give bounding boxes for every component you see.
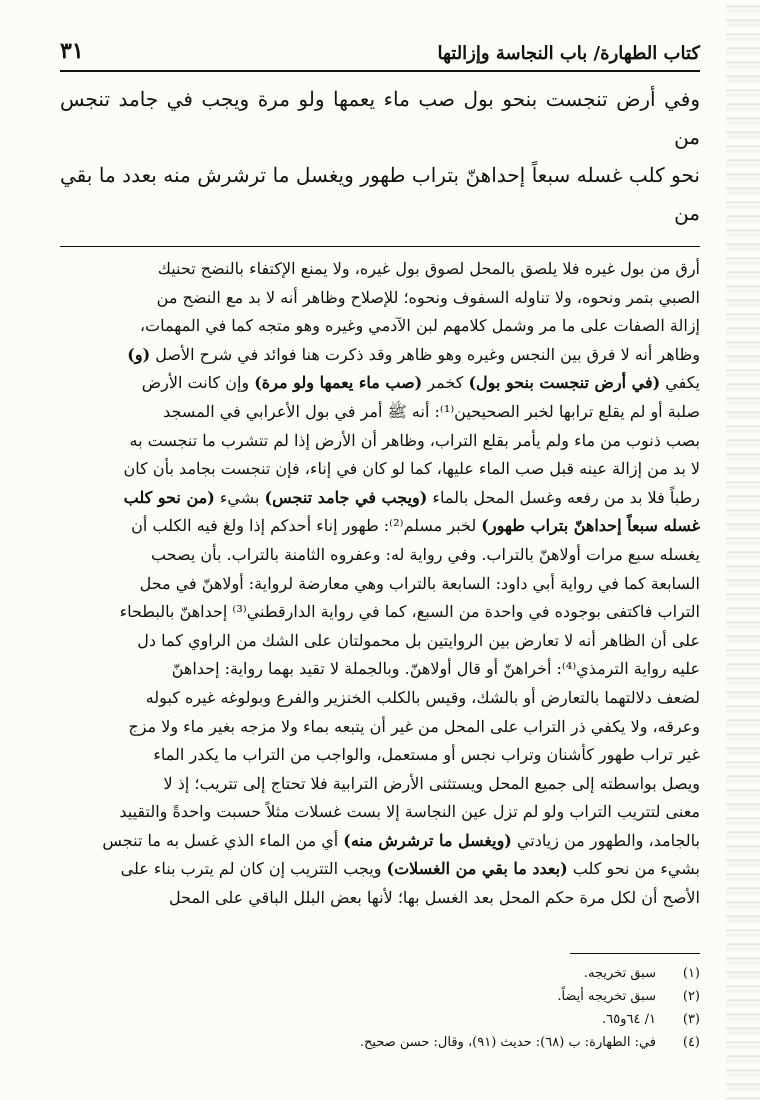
commentary-line bbox=[60, 884, 700, 913]
commentary-segment: وظاهر أنه لا فرق بين النجس وغيره وهو ظاهر وقد ذكرت هنا فوائد في شرح الأصل bbox=[150, 344, 700, 364]
commentary-segment: يكفي bbox=[660, 373, 700, 393]
commentary-line bbox=[60, 570, 700, 599]
matn-quote: (صب ماء يعمها ولو مرة) bbox=[254, 373, 423, 393]
commentary-line bbox=[60, 713, 700, 742]
footnote-text: في: الطهارة: ب (٦٨): حديث (٩١)، وقال: حسن صحيح. bbox=[359, 1034, 656, 1050]
commentary-segment: كخمر bbox=[422, 373, 469, 393]
page-number: ٣١ bbox=[60, 38, 84, 64]
commentary-line bbox=[60, 741, 700, 770]
commentary-line bbox=[60, 541, 700, 570]
commentary-line bbox=[60, 369, 700, 398]
commentary-segment: إزالة الصفات على ما مر وشمل كلامهم لبن الآدمي وغيره وهو متجه كما في المهمات، bbox=[139, 316, 700, 336]
commentary-segment: لخبر مسلم⁽²⁾: طهور إناء أحدكم إذا ولغ فيه الكلب أن bbox=[131, 516, 482, 536]
matn-quote: (من نحو كلب bbox=[123, 487, 215, 507]
chapter-title: كتاب الطهارة/ باب النجاسة وإزالتها bbox=[437, 43, 700, 64]
commentary-segment: ويصل بواسطته إلى جميع المحل ويستثنى الأرض الترابية فلا تحتاج إلى تتريب؛ إذ لا bbox=[163, 773, 700, 793]
footnote bbox=[60, 1008, 700, 1031]
commentary-line bbox=[60, 284, 700, 313]
commentary-segment: صلبة أو لم يقلع ترابها لخبر الصحيحين⁽¹⁾: أنه ﷺ أمر في بول الأعرابي في المسجد bbox=[163, 401, 700, 421]
commentary-segment: يغسله سبع مرات أولاهنّ بالتراب. وفي رواية له: وعفروه الثامنة بالتراب. بأن يصحب bbox=[150, 544, 700, 564]
matn-quote: (و) bbox=[127, 344, 151, 364]
footnote-text: ١/ ٦٤و٦٥. bbox=[602, 1011, 656, 1027]
commentary-segment: السابعة كما في رواية أبي داود: السابعة بالتراب وهي معارضة لرواية: أولاهنّ في محل bbox=[139, 573, 700, 593]
footnote-rule bbox=[570, 953, 700, 954]
commentary-segment: لضعف دلالتهما بالتعارض أو بالشك، وقيس بالكلب الخنزير والفرع وبولوغه غيره كبوله bbox=[145, 687, 700, 707]
footnote-number: (٣) bbox=[682, 1011, 700, 1027]
main-text-line: وفي أرض تنجست بنحو بول صب ماء يعمها ولو مرة ويجب في جامد تنجس من bbox=[60, 87, 701, 149]
commentary-segment: بصب ذنوب من ماء ولم يأمر بقلع التراب، وظاهر أن الأرض إذا لم تتشرب ما تنجست به bbox=[129, 430, 700, 450]
commentary-line bbox=[60, 855, 700, 884]
commentary-segment: أرق من بول غيره فلا يلصق بالمحل لصوق بول غيره، ولا يمنع الإكتفاء بالنضح تحنيك bbox=[157, 259, 700, 278]
main-text-line: نحو كلب غسله سبعاً إحداهنّ بتراب طهور ويغسل ما ترشرش منه بعدد ما بقي من bbox=[60, 163, 700, 225]
commentary-line bbox=[60, 655, 700, 684]
commentary-segment: وإن كانت الأرض bbox=[141, 373, 255, 393]
commentary-segment: التراب فاكتفى بوجوده في واحدة من السبع، كما في رواية الدارقطني⁽³⁾ إحداهنّ بالبطحاء bbox=[119, 602, 700, 622]
matn-quote: (بعدد ما بقي من الغسلات) bbox=[386, 859, 568, 879]
commentary-line bbox=[60, 512, 700, 541]
commentary-text bbox=[60, 255, 700, 913]
commentary-line bbox=[60, 398, 700, 427]
footnote bbox=[60, 1031, 700, 1054]
main-text bbox=[60, 80, 700, 232]
footnote-number: (١) bbox=[682, 965, 700, 981]
commentary-line bbox=[60, 798, 700, 827]
commentary-segment: على أن الظاهر أنه لا تعارض بين الروايتين بل محمولتان على الشك من الراوي كما دل bbox=[137, 630, 700, 650]
commentary-line bbox=[60, 627, 700, 656]
commentary-segment: وعرقه، ولا يكفي ذر التراب على المحل من غير أن يتبعه بماء ولا مزجه بغير ماء ولا مزج bbox=[128, 716, 700, 736]
commentary-line bbox=[60, 455, 700, 484]
footnote bbox=[60, 962, 700, 985]
commentary-line bbox=[60, 770, 700, 799]
commentary-segment: بشيء من نحو كلب bbox=[567, 859, 700, 879]
footnote bbox=[60, 985, 700, 1008]
footnote-text: سبق تخريجه أيضاً. bbox=[557, 988, 656, 1004]
matn-quote: غسله سبعاً إحداهنّ بتراب طهور) bbox=[481, 516, 700, 536]
commentary-segment: لا بد من إزالة عينه قبل صب الماء عليها، كما لو كان في إناء، فإن تنجست بجامد بأن كان bbox=[123, 459, 700, 479]
matn-quote: (ويغسل ما ترشرش منه) bbox=[343, 830, 512, 850]
commentary-line bbox=[60, 341, 700, 370]
commentary-segment: عليه رواية الترمذي⁽⁴⁾: أخراهنّ أو قال أولاهنّ. وبالجملة لا تقيد بهما رواية: إحداهنّ bbox=[171, 659, 700, 679]
footnotes bbox=[60, 962, 700, 1054]
commentary-segment: الصبي بتمر ونحوه، ولا تناوله السفوف ونحوه؛ للإصلاح وظاهر أنه لا بد مع النضح من bbox=[156, 287, 700, 307]
commentary-segment: أي من الماء الذي غسل به ما تنجس bbox=[102, 830, 344, 850]
book-page bbox=[60, 30, 700, 1070]
commentary-segment: بشيء bbox=[214, 487, 265, 507]
footnote-number: (٢) bbox=[682, 988, 700, 1004]
footnote-text: سبق تخريجه. bbox=[583, 965, 656, 981]
commentary-line bbox=[60, 827, 700, 856]
commentary-line bbox=[60, 484, 700, 513]
separator-rule bbox=[60, 246, 700, 247]
matn-quote: (في أرض تنجست بنحو بول) bbox=[468, 373, 661, 393]
commentary-line bbox=[60, 312, 700, 341]
commentary-line bbox=[60, 255, 700, 284]
footnote-number: (٤) bbox=[682, 1034, 700, 1050]
page-edge-shadow bbox=[726, 0, 760, 1100]
commentary-segment: الأصح أن لكل مرة حكم المحل بعد الغسل بها؛ لأنها بعض البلل الباقي على المحل bbox=[168, 888, 700, 908]
matn-quote: (ويجب في جامد تنجس) bbox=[264, 487, 428, 507]
commentary-segment: غير تراب طهور كأشنان وتراب نجس أو مستعمل، والواجب من التراب ما يكدر الماء bbox=[153, 745, 700, 765]
commentary-segment: معنى لتتريب التراب ولو لم تزل عين النجاسة إلا بست غسلات مثلاً حسبت واحدةً والتقييد bbox=[119, 802, 700, 822]
commentary-segment: بالجامد، والطهور من زيادتي bbox=[511, 830, 700, 850]
commentary-segment: رطباً فلا بد من رفعه وغسل المحل بالماء bbox=[427, 487, 700, 507]
commentary-line bbox=[60, 684, 700, 713]
commentary-line bbox=[60, 598, 700, 627]
commentary-segment: ويجب التتريب إن كان لم يترب بناء على bbox=[120, 859, 387, 879]
running-header bbox=[60, 30, 700, 72]
commentary-line bbox=[60, 427, 700, 456]
